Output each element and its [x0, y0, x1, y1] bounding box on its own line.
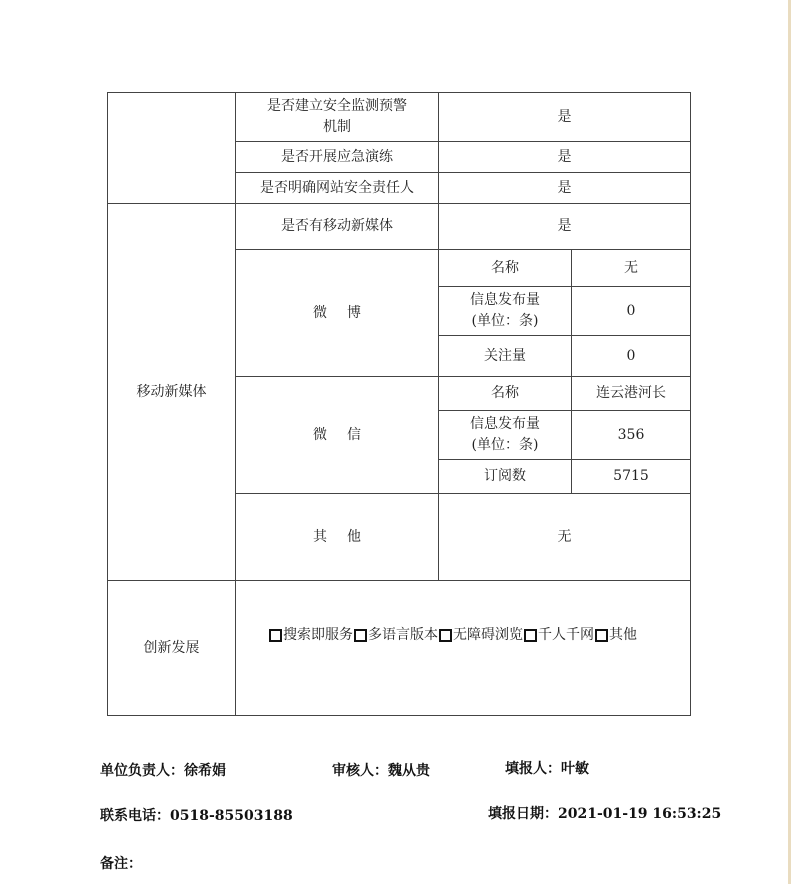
weixin-key	[438, 410, 572, 460]
weibo-value	[571, 335, 691, 377]
value-text: 无	[624, 259, 638, 276]
label-text: 是否有移动新媒体	[281, 218, 393, 234]
reviewer-label: 审核人：	[332, 763, 388, 779]
value-text: 是	[557, 218, 572, 234]
security-row-label	[235, 92, 439, 142]
label-text: 微信	[313, 426, 381, 443]
remarks-label: 备注：	[100, 856, 142, 872]
weixin-key	[438, 376, 572, 411]
key-text: 关注量	[484, 347, 526, 364]
date-label: 填报日期：	[488, 806, 558, 822]
weibo-key	[438, 249, 572, 287]
weixin-value	[571, 459, 691, 494]
weibo-key	[438, 335, 572, 377]
innovation-options	[235, 580, 691, 716]
option-label: 搜索即服务	[283, 627, 353, 643]
option-label: 千人千网	[538, 627, 594, 643]
key-unit-text: (单位：条)	[471, 437, 539, 453]
option-personalized[interactable]	[523, 625, 594, 646]
key-text: 信息发布量	[470, 292, 540, 308]
security-section-cell	[107, 92, 236, 204]
weibo-value	[571, 286, 691, 336]
weixin-key	[438, 459, 572, 494]
filler	[505, 758, 589, 778]
has-mobile-label	[235, 203, 439, 250]
key-text: 订阅数	[484, 468, 526, 484]
checkbox-icon[interactable]	[524, 629, 537, 642]
label-text: 微博	[313, 304, 381, 321]
section-label-text: 移动新媒体	[136, 383, 207, 400]
label-text: 其他	[313, 528, 381, 545]
value-text: 是	[557, 108, 572, 125]
value-text: 356	[617, 426, 645, 443]
weixin-label	[235, 376, 439, 494]
security-row-label	[235, 172, 439, 204]
security-row-value	[438, 141, 691, 173]
fill-date	[488, 803, 721, 823]
innovation-label	[107, 580, 236, 716]
option-label: 多语言版本	[368, 627, 438, 643]
phone-value: 0518-85503188	[170, 808, 293, 824]
value-text: 是	[557, 148, 572, 165]
other-label	[235, 493, 439, 581]
checkbox-icon[interactable]	[439, 629, 452, 642]
filler-value: 叶敏	[561, 761, 589, 777]
option-label: 其他	[609, 627, 637, 643]
checkbox-icon[interactable]	[595, 629, 608, 642]
weibo-value	[571, 249, 691, 287]
date-value: 2021-01-19 16:53:25	[558, 806, 722, 822]
key-text: 信息发布量	[470, 416, 540, 432]
weibo-label	[235, 249, 439, 377]
unit-head	[100, 760, 226, 780]
remarks	[100, 853, 142, 873]
reviewer-value: 魏从贵	[388, 763, 430, 779]
weixin-value	[571, 410, 691, 460]
weixin-value	[571, 376, 691, 411]
checkbox-icon[interactable]	[269, 629, 282, 642]
mobile-section-label	[107, 203, 236, 581]
phone	[100, 805, 293, 825]
value-text: 0	[626, 347, 636, 364]
value-text: 0	[626, 302, 636, 319]
has-mobile-value	[438, 203, 691, 250]
reviewer	[332, 760, 430, 780]
option-search-service[interactable]	[268, 625, 353, 646]
option-other[interactable]	[594, 625, 637, 646]
value-text: 5715	[613, 468, 649, 484]
value-text: 无	[557, 528, 572, 545]
key-text: 名称	[491, 385, 519, 401]
option-label: 无障碍浏览	[453, 627, 523, 643]
security-row-value	[438, 172, 691, 204]
security-row-value	[438, 92, 691, 142]
unit-head-value: 徐希娟	[184, 763, 226, 779]
filler-label: 填报人：	[505, 761, 561, 777]
key-text: 名称	[491, 259, 519, 276]
option-multilingual[interactable]	[353, 625, 438, 646]
value-text: 是	[557, 179, 572, 196]
weibo-key	[438, 286, 572, 336]
security-row-label-line2: 机制	[323, 119, 351, 135]
phone-label: 联系电话：	[100, 808, 170, 824]
label-text: 是否明确网站安全责任人	[260, 179, 414, 196]
security-row-label	[235, 141, 439, 173]
option-accessibility[interactable]	[438, 625, 523, 646]
security-row-label-line1: 是否建立安全监测预警	[267, 98, 407, 114]
value-text: 连云港河长	[596, 385, 666, 401]
other-value	[438, 493, 691, 581]
checkbox-icon[interactable]	[354, 629, 367, 642]
label-text: 创新发展	[143, 639, 200, 656]
key-unit-text: (单位：条)	[471, 313, 539, 329]
unit-head-label: 单位负责人：	[100, 763, 184, 779]
report-table	[107, 92, 691, 716]
label-text: 是否开展应急演练	[281, 148, 393, 165]
